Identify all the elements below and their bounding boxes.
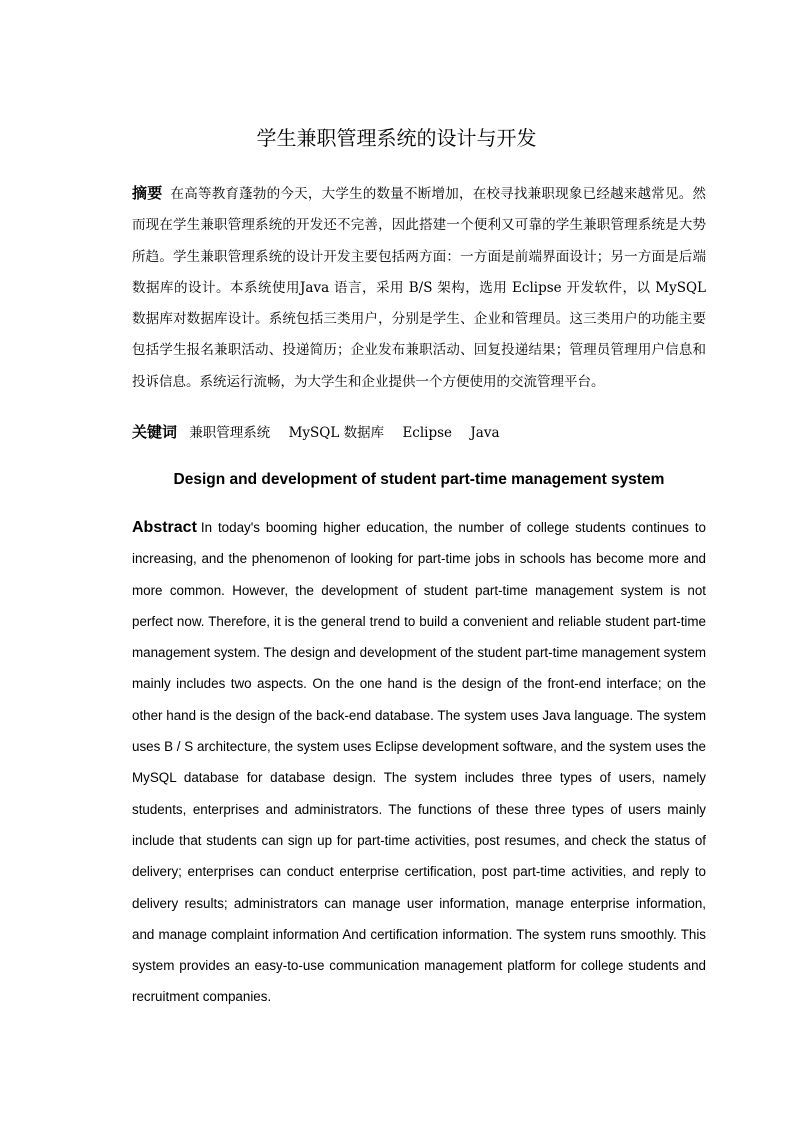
chinese-title: 学生兼职管理系统的设计与开发 xyxy=(256,126,537,150)
chinese-abstract xyxy=(132,178,706,398)
keyword: MySQL 数据库 xyxy=(288,425,385,441)
english-abstract xyxy=(132,512,706,1013)
english-abstract-text: In today's booming higher education, the number of college students continues to increasing, and the phenomenon of looking for part-time jobs in schools has become more and more common. However, the development of student part-time management system is not perfect now. Therefore, it is the general trend to build a convenient and reliable student part-time management system. The design and development of the student part-time management system mainly includes two aspects. On the one hand is the design of the front-end interface; on the other hand is the design of the back-end database. The system uses Java language. The system uses B / S architecture, the system uses Eclipse development software, and the system uses the MySQL database for database design. The system includes three types of users, namely students, enterprises and administrators. The functions of these three types of users mainly include that students can sign up for part-time activities, post resumes, and check the status of delivery; enterprises can conduct enterprise certification, post part-time activities, and reply to delivery results; administrators can manage user information, manage enterprise information, and manage complaint information And certification information. The system runs smoothly. This system provides an easy-to-use communication management platform for college students and recruitment companies. xyxy=(132,520,706,1005)
chinese-keywords xyxy=(132,418,706,447)
keyword: Java xyxy=(470,425,500,441)
chinese-keywords-label: 关键词 xyxy=(132,423,178,441)
english-abstract-label: Abstract xyxy=(132,519,197,536)
chinese-abstract-label: 摘要 xyxy=(132,184,163,202)
keyword: 兼职管理系统 xyxy=(189,425,271,441)
keyword: Eclipse xyxy=(402,425,453,441)
english-title: Design and development of student part-time management system xyxy=(173,471,665,488)
chinese-abstract-text: 在高等教育蓬勃的今天，大学生的数量不断增加，在校寻找兼职现象已经越来越常见。然而现在学生兼职管理系统的开发还不完善，因此搭建一个便利又可靠的学生兼职管理系统是大势所趋。学生兼职管理系统的设计开发主要包括两方面：一方面是前端界面设计；另一方面是后端数据库的设计。本系统使用Java 语言，采用 B/S 架构，选用 Eclipse 开发软件，以 MySQL 数据库对数据库设计。系统包括三类用户，分别是学生、企业和管理员。这三类用户的功能主要包括学生报名兼职活动、投递简历；企业发布兼职活动、回复投递结果；管理员管理用户信息和投诉信息。系统运行流畅，为大学生和企业提供一个方便使用的交流管理平台。 xyxy=(132,186,706,390)
